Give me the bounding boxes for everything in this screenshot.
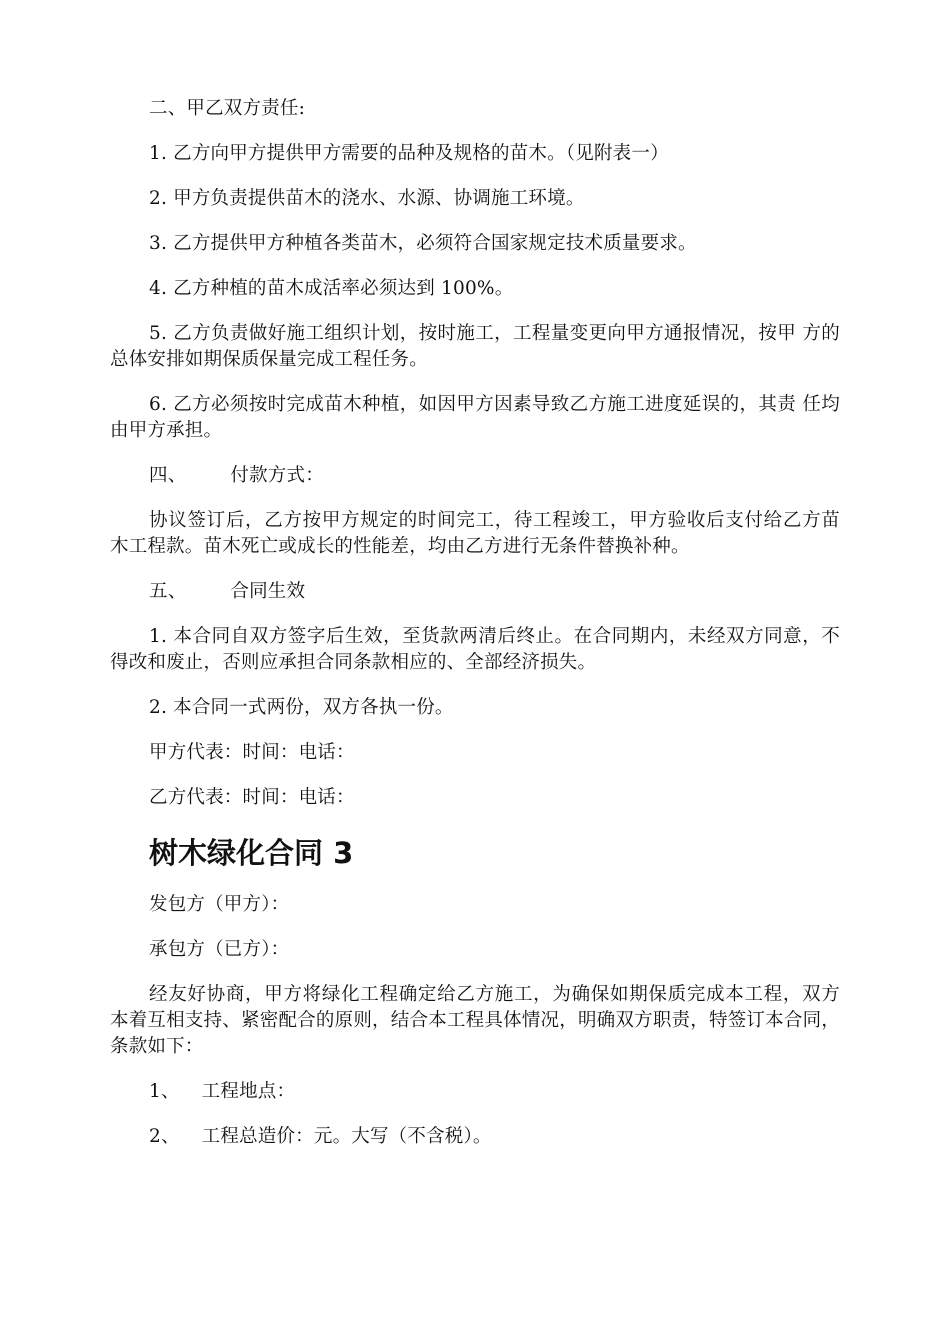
responsibility-item-2: 2. 甲方负责提供苗木的浇水、水源、协调施工环境。 bbox=[149, 188, 585, 209]
section-heading-responsibilities: 二、甲乙双方责任: bbox=[149, 98, 306, 119]
effect-item-2: 2. 本合同一式两份，双方各执一份。 bbox=[149, 697, 454, 718]
responsibility-item-1: 1. 乙方向甲方提供甲方需要的品种及规格的苗木。（见附表一） bbox=[149, 143, 669, 164]
clause-1 bbox=[110, 1079, 840, 1105]
payment-paragraph: 协议签订后，乙方按甲方规定的时间完工，待工程竣工，甲方验收后支付给乙方苗木工程款。苗木死亡或成长的性能差，均由乙方进行无条件替换补种。 bbox=[110, 510, 840, 557]
section-number: 五、 bbox=[149, 581, 187, 602]
responsibility-item-5: 5. 乙方负责做好施工组织计划，按时施工，工程量变更向甲方通报情况，按甲 方的总体安排如期保质保量完成工程任务。 bbox=[110, 323, 840, 370]
clause-number: 2、 bbox=[149, 1126, 180, 1147]
party-b-signature-line: 乙方代表：时间：电话： bbox=[149, 787, 355, 808]
section-number: 四、 bbox=[149, 465, 187, 486]
party-a-signature-line: 甲方代表：时间：电话： bbox=[149, 742, 355, 763]
section-heading-payment bbox=[110, 463, 840, 489]
contract-title: 树木绿化合同 3 bbox=[149, 836, 354, 870]
responsibility-item-4: 4. 乙方种植的苗木成活率必须达到 100%。 bbox=[149, 278, 514, 299]
section-title: 合同生效 bbox=[230, 581, 306, 602]
responsibility-item-6: 6. 乙方必须按时完成苗木种植，如因甲方因素导致乙方施工进度延误的，其责 任均由甲方承担。 bbox=[110, 394, 840, 441]
clause-text: 工程地点： bbox=[201, 1081, 296, 1102]
employer-line: 发包方（甲方）： bbox=[149, 894, 290, 915]
section-heading-effect bbox=[110, 579, 840, 605]
intro-paragraph: 经友好协商，甲方将绿化工程确定给乙方施工，为确保如期保质完成本工程，双方本着互相支持、紧密配合的原则，结合本工程具体情况，明确双方职责，特签订本合同，条款如下： bbox=[110, 984, 840, 1057]
responsibility-item-3: 3. 乙方提供甲方种植各类苗木，必须符合国家规定技术质量要求。 bbox=[149, 233, 697, 254]
contractor-line: 承包方（已方）： bbox=[149, 939, 290, 960]
clause-text: 工程总造价：元。大写（不含税）。 bbox=[201, 1126, 492, 1147]
clause-number: 1、 bbox=[149, 1081, 180, 1102]
effect-item-1: 1. 本合同自双方签字后生效，至货款两清后终止。在合同期内，未经双方同意，不得改和废止，否则应承担合同条款相应的、全部经济损失。 bbox=[110, 626, 840, 673]
clause-2 bbox=[110, 1124, 840, 1150]
section-title: 付款方式： bbox=[230, 465, 324, 486]
